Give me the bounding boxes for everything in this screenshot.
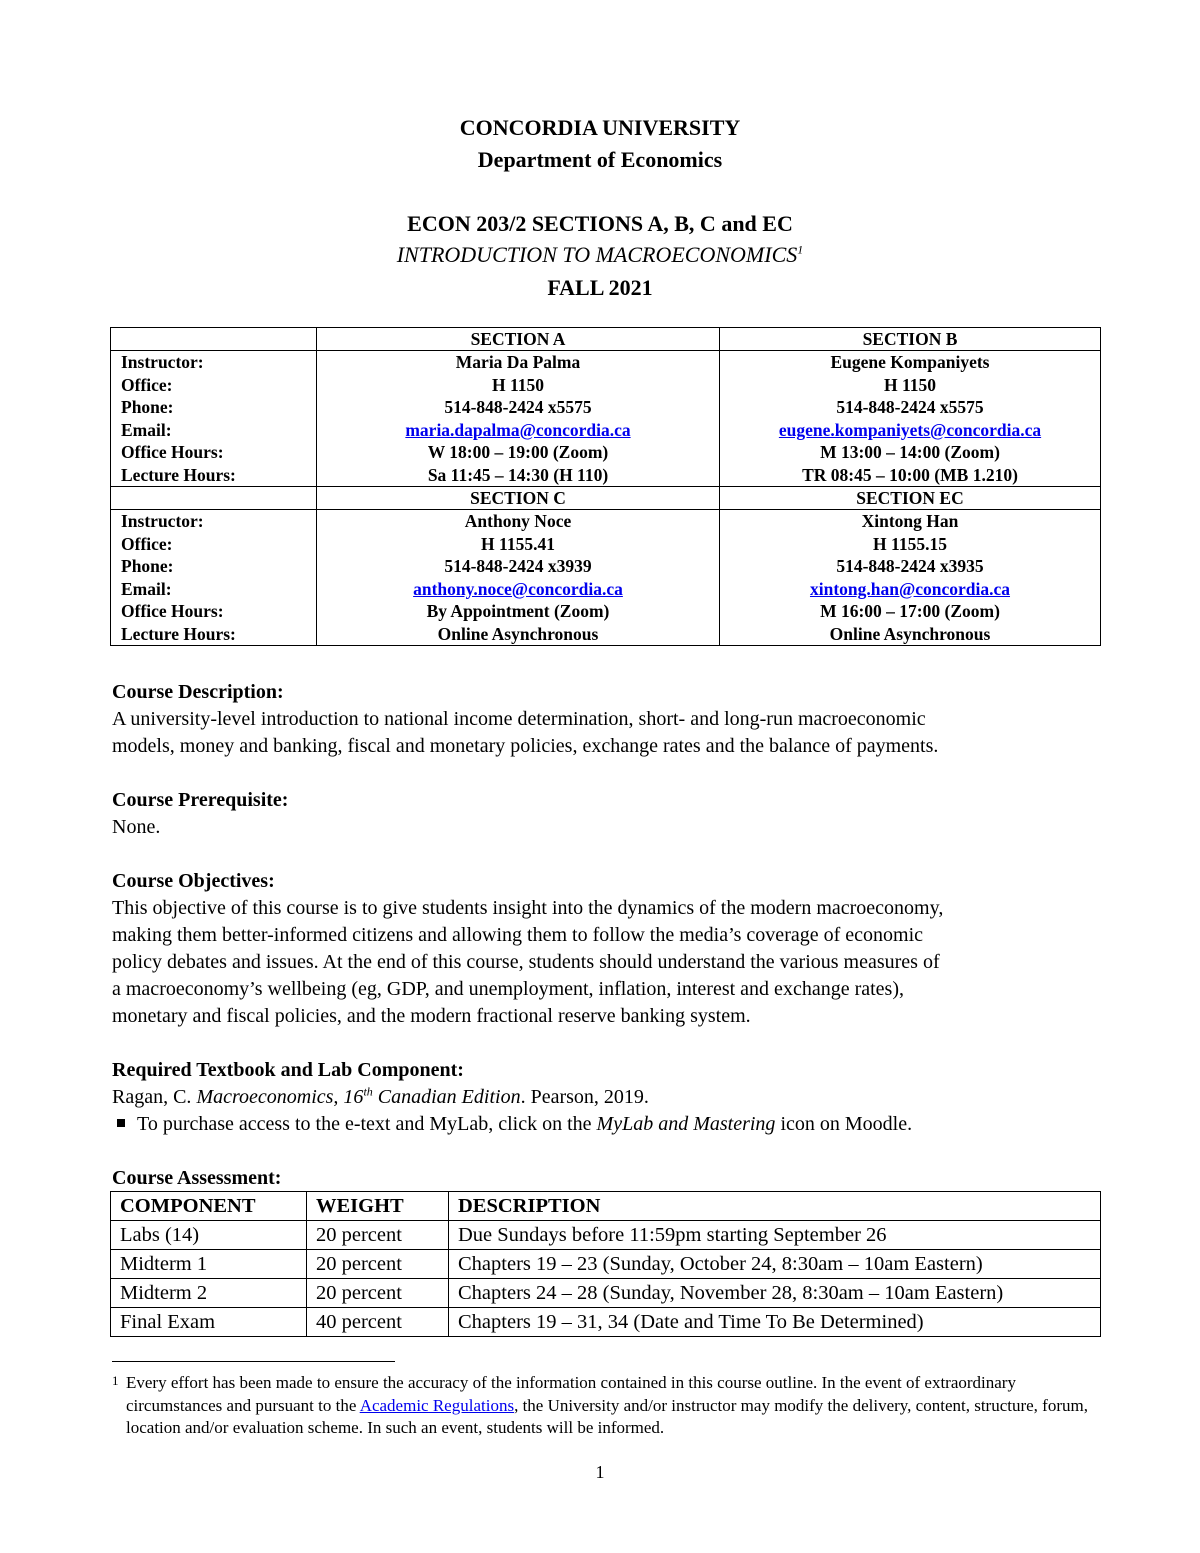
col-weight: WEIGHT: [307, 1192, 449, 1221]
course-objectives: [112, 868, 1102, 1030]
empty-cell-2: [111, 487, 317, 510]
section-header-row-2: [111, 487, 1101, 510]
textbook-title-b: Canadian Edition: [372, 1086, 521, 1108]
cell-description: Chapters 19 – 23 (Sunday, October 24, 8:30am – 10am Eastern): [449, 1250, 1101, 1279]
section-b-phone: 514-848-2424 x5575: [836, 397, 984, 417]
textbook-title-a: Macroeconomics, 16: [196, 1086, 364, 1108]
section-ec-phone: 514-848-2424 x3935: [836, 556, 984, 576]
course-code: ECON 203/2 SECTIONS A, B, C and EC: [407, 211, 793, 236]
label-instructor: Instructor:: [121, 511, 204, 531]
section-a-lecture-hours: Sa 11:45 – 14:30 (H 110): [427, 464, 609, 485]
section-header-row: [111, 328, 1101, 351]
section-a-email-link[interactable]: maria.dapalma@concordia.ca: [405, 419, 631, 440]
textbook-title-sup: th: [363, 1084, 373, 1099]
description-line-1: A university-level introduction to national income determination, short- and long-run macroeconomic: [112, 708, 926, 730]
square-bullet-icon: [117, 1119, 125, 1127]
section-ec-instructor: Xintong Han: [861, 511, 959, 531]
footnote-text: [126, 1372, 1092, 1440]
section-b-office-hours: M 13:00 – 14:00 (Zoom): [820, 442, 1000, 462]
assessment-header-row: [111, 1192, 1101, 1221]
objectives-line-5: monetary and fiscal policies, and the modern fractional reserve banking system.: [112, 1005, 751, 1027]
objectives-line-2: making them better-informed citizens and allowing them to follow the media’s coverage of economic: [112, 924, 924, 946]
cell-weight: 20 percent: [307, 1221, 449, 1250]
label-instructor: Instructor:: [121, 352, 204, 372]
section-ec-office: H 1155.15: [873, 533, 947, 554]
section-c-cell: [317, 510, 720, 646]
cell-weight: 20 percent: [307, 1279, 449, 1308]
label-email: Email:: [121, 419, 172, 440]
course-title-text: INTRODUCTION TO MACROECONOMICS: [396, 242, 798, 267]
course-prerequisite: [112, 787, 1102, 841]
course-description: [112, 679, 1102, 760]
objectives-heading: Course Objectives:: [112, 870, 275, 892]
section-a-office-hours: W 18:00 – 19:00 (Zoom): [427, 442, 609, 462]
textbook-title: [196, 1086, 520, 1108]
labels-cell: [111, 351, 317, 487]
footnote: [112, 1372, 1092, 1440]
prerequisite-text: None.: [112, 816, 161, 838]
table-row: [111, 1308, 1101, 1337]
assessment-table: [110, 1191, 1101, 1337]
label-email: Email:: [121, 578, 172, 599]
section-a-cell: [317, 351, 720, 487]
assessment-heading: Course Assessment:: [112, 1167, 282, 1189]
section-a-phone: 514-848-2424 x5575: [444, 397, 592, 417]
section-b-heading: SECTION B: [720, 328, 1101, 351]
footnote-number: 1: [112, 1373, 119, 1388]
section-ab-details-row: [111, 351, 1101, 487]
bullet-text-a: To purchase access to the e-text and MyLab, click on the: [137, 1113, 597, 1135]
section-c-office-hours: By Appointment (Zoom): [426, 601, 610, 621]
labels-cell-2: [111, 510, 317, 646]
cell-weight: 40 percent: [307, 1308, 449, 1337]
textbook-author: Ragan, C.: [112, 1086, 197, 1108]
section-c-heading: SECTION C: [317, 487, 720, 510]
prerequisite-heading: Course Prerequisite:: [112, 789, 289, 811]
cell-component: Midterm 2: [111, 1279, 307, 1308]
footnote-divider: [112, 1361, 395, 1362]
section-ec-heading: SECTION EC: [720, 487, 1101, 510]
academic-regulations-link[interactable]: Academic Regulations: [359, 1395, 515, 1415]
section-c-lecture-hours: Online Asynchronous: [437, 623, 599, 644]
term: FALL 2021: [547, 275, 653, 300]
cell-component: Labs (14): [111, 1221, 307, 1250]
section-c-email-link[interactable]: anthony.noce@concordia.ca: [413, 578, 623, 599]
textbook-citation: [112, 1084, 1102, 1111]
cell-component: Final Exam: [111, 1308, 307, 1337]
table-row: [111, 1279, 1101, 1308]
section-b-cell: [720, 351, 1101, 487]
label-phone: Phone:: [121, 556, 174, 576]
footnote-text-b: , the University and/or instructor may modify the delivery, content, structure, forum, location and/or evaluation scheme. In such an event, students will be informed.: [126, 1395, 1088, 1437]
label-lecture-hours: Lecture Hours:: [121, 464, 236, 485]
textbook-heading: Required Textbook and Lab Component:: [112, 1059, 464, 1081]
label-lecture-hours: Lecture Hours:: [121, 623, 236, 644]
section-a-heading: SECTION A: [317, 328, 720, 351]
section-b-email-link[interactable]: eugene.kompaniyets@concordia.ca: [778, 419, 1042, 440]
objectives-line-1: This objective of this course is to give students insight into the dynamics of the modern macroeconomy,: [112, 897, 944, 919]
cell-description: Chapters 19 – 31, 34 (Date and Time To Be Determined): [449, 1308, 1101, 1337]
section-c-office: H 1155.41: [481, 533, 555, 554]
cell-weight: 20 percent: [307, 1250, 449, 1279]
label-office: Office:: [121, 374, 173, 395]
label-office: Office:: [121, 533, 173, 554]
section-a-office: H 1150: [491, 374, 545, 395]
cell-description: Chapters 24 – 28 (Sunday, November 28, 8:30am – 10am Eastern): [449, 1279, 1101, 1308]
objectives-line-4: a macroeconomy’s wellbeing (eg, GDP, and unemployment, inflation, interest and exchange rates),: [112, 978, 904, 1000]
description-heading: Course Description:: [112, 681, 284, 703]
empty-cell: [111, 328, 317, 351]
course-title: [0, 242, 1200, 268]
section-ec-email-link[interactable]: xintong.han@concordia.ca: [809, 578, 1011, 599]
section-a-instructor: Maria Da Palma: [455, 352, 581, 372]
cell-component: Midterm 1: [111, 1250, 307, 1279]
section-c-instructor: Anthony Noce: [464, 511, 572, 531]
col-component: COMPONENT: [111, 1192, 307, 1221]
section-b-lecture-hours: TR 08:45 – 10:00 (MB 1.210): [802, 464, 1018, 485]
section-c-phone: 514-848-2424 x3939: [444, 556, 592, 576]
section-ec-lecture-hours: Online Asynchronous: [829, 623, 991, 644]
col-description: DESCRIPTION: [449, 1192, 1101, 1221]
section-ec-cell: [720, 510, 1101, 646]
objectives-line-3: policy debates and issues. At the end of this course, students should understand the various measures of: [112, 951, 940, 973]
section-b-office: H 1150: [883, 374, 937, 395]
table-row: [111, 1221, 1101, 1250]
department-name: Department of Economics: [477, 147, 723, 172]
label-office-hours: Office Hours:: [121, 442, 224, 462]
sections-table: [110, 327, 1101, 646]
description-line-2: models, money and banking, fiscal and monetary policies, exchange rates and the balance of payments.: [112, 735, 939, 757]
mylab-mastering-text: MyLab and Mastering: [596, 1113, 776, 1135]
section-cec-details-row: [111, 510, 1101, 646]
bullet-text-b: icon on Moodle.: [775, 1113, 913, 1135]
textbook-section: [112, 1057, 1102, 1111]
footnote-text-a: Every effort has been made to ensure the accuracy of the information contained in this course outline. In the event of extraordinary circumstances and pursuant to the: [126, 1373, 1016, 1415]
cell-description: Due Sundays before 11:59pm starting September 26: [449, 1221, 1101, 1250]
label-phone: Phone:: [121, 397, 174, 417]
section-b-instructor: Eugene Kompaniyets: [830, 352, 990, 372]
textbook-bullet: [112, 1111, 1102, 1138]
section-ec-office-hours: M 16:00 – 17:00 (Zoom): [820, 601, 1000, 621]
footnote-ref: 1: [797, 242, 804, 257]
table-row: [111, 1250, 1101, 1279]
page-number: 1: [595, 1462, 605, 1482]
textbook-publisher: . Pearson, 2019.: [520, 1086, 649, 1108]
label-office-hours: Office Hours:: [121, 601, 224, 621]
university-name: CONCORDIA UNIVERSITY: [459, 115, 741, 140]
